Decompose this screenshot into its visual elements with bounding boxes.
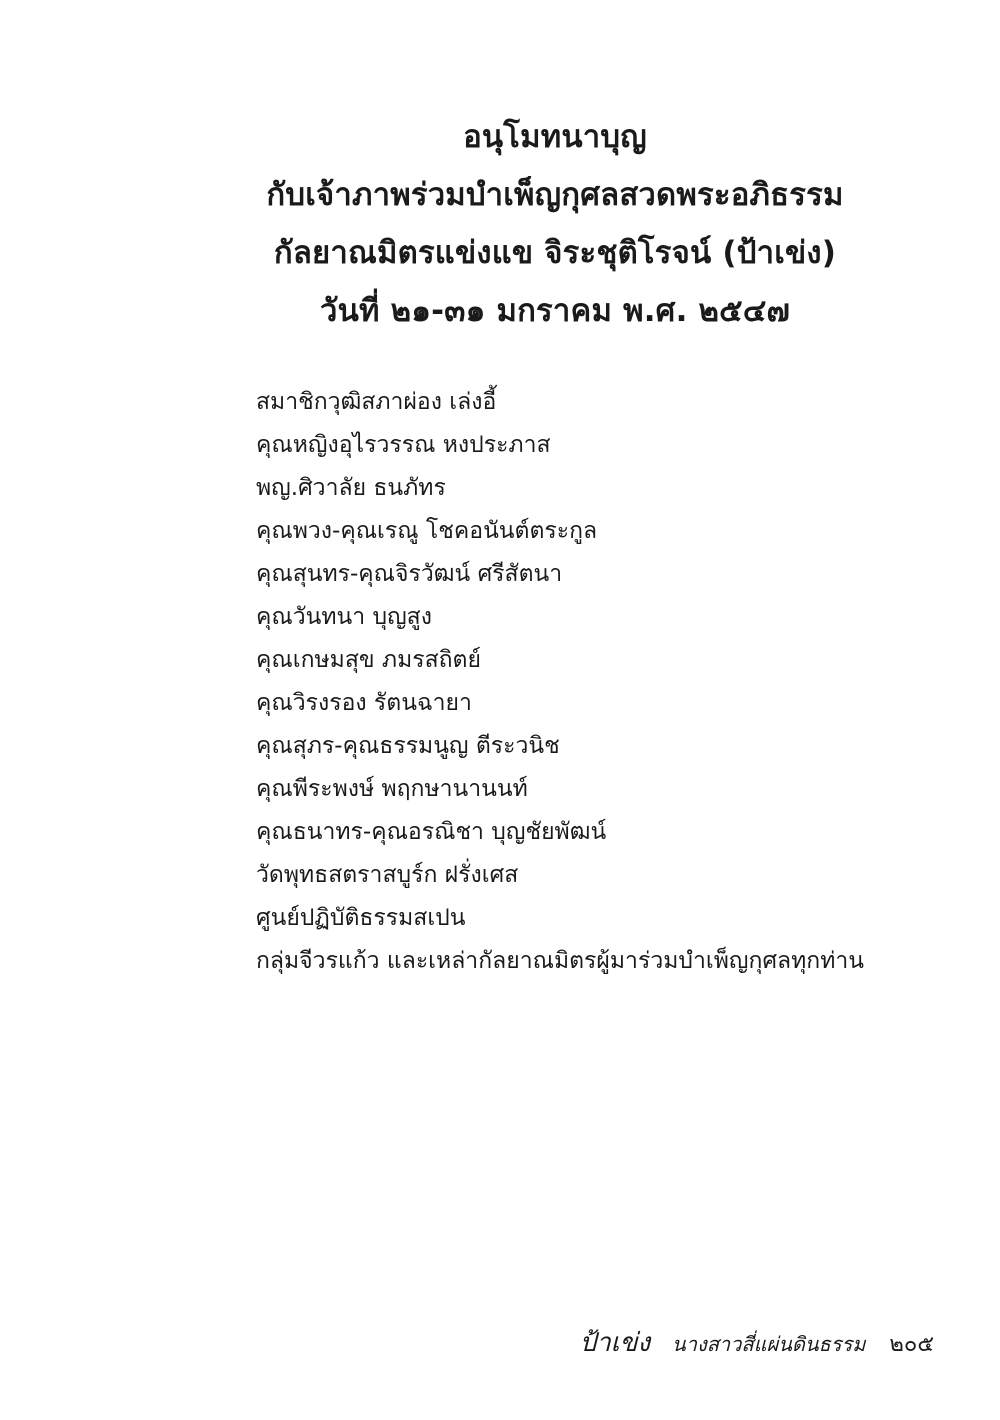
footer-book-title: นางสาวสี่แผ่นดินธรรม xyxy=(672,1332,866,1356)
list-item: วัดพุทธสตราสบูร์ก ฝรั่งเศส xyxy=(256,862,519,888)
list-item: คุณเกษมสุข ภมรสถิตย์ xyxy=(256,647,481,673)
page-number: ๒๐๕ xyxy=(889,1332,934,1357)
list-item: คุณพวง-คุณเรณู โชคอนันต์ตระกูล xyxy=(256,518,598,544)
footer-author: ป้าเข่ง xyxy=(579,1328,651,1358)
list-item: กลุ่มจีวรแก้ว และเหล่ากัลยาณมิตรผู้มาร่วมบำเพ็ญกุศลทุกท่าน xyxy=(256,948,865,974)
list-item: พญ.ศิวาลัย ธนภัทร xyxy=(256,475,446,501)
heading-title: อนุโมทนาบุญ xyxy=(463,119,647,155)
heading-subtitle: กับเจ้าภาพร่วมบำเพ็ญกุศลสวดพระอภิธรรม xyxy=(266,177,844,213)
list-item: คุณสุภร-คุณธรรมนูญ ตีระวนิช xyxy=(256,733,560,759)
list-item: ศูนย์ปฏิบัติธรรมสเปน xyxy=(256,905,466,931)
list-item: สมาชิกวุฒิสภาผ่อง เล่งอี้ xyxy=(256,389,497,415)
page-heading xyxy=(100,108,1000,340)
list-item: คุณหญิงอุไรวรรณ หงประภาส xyxy=(256,432,551,458)
list-item: คุณวิรงรอง รัตนฉายา xyxy=(256,690,472,716)
list-item: คุณวันทนา บุญสูง xyxy=(256,604,432,630)
heading-date: วันที่ ๒๑-๓๑ มกราคม พ.ศ. ๒๕๔๗ xyxy=(319,293,791,329)
list-item: คุณสุนทร-คุณจิรวัฒน์ ศรีสัตนา xyxy=(256,561,563,587)
list-item: คุณพีระพงษ์ พฤกษานานนท์ xyxy=(256,776,528,802)
list-item: คุณธนาทร-คุณอรณิชา บุญชัยพัฒน์ xyxy=(256,819,607,845)
sponsor-list xyxy=(256,381,976,983)
heading-honoree: กัลยาณมิตรแข่งแข จิระชุติโรจน์ (ป้าเข่ง) xyxy=(273,235,837,271)
page-footer xyxy=(580,1322,934,1363)
